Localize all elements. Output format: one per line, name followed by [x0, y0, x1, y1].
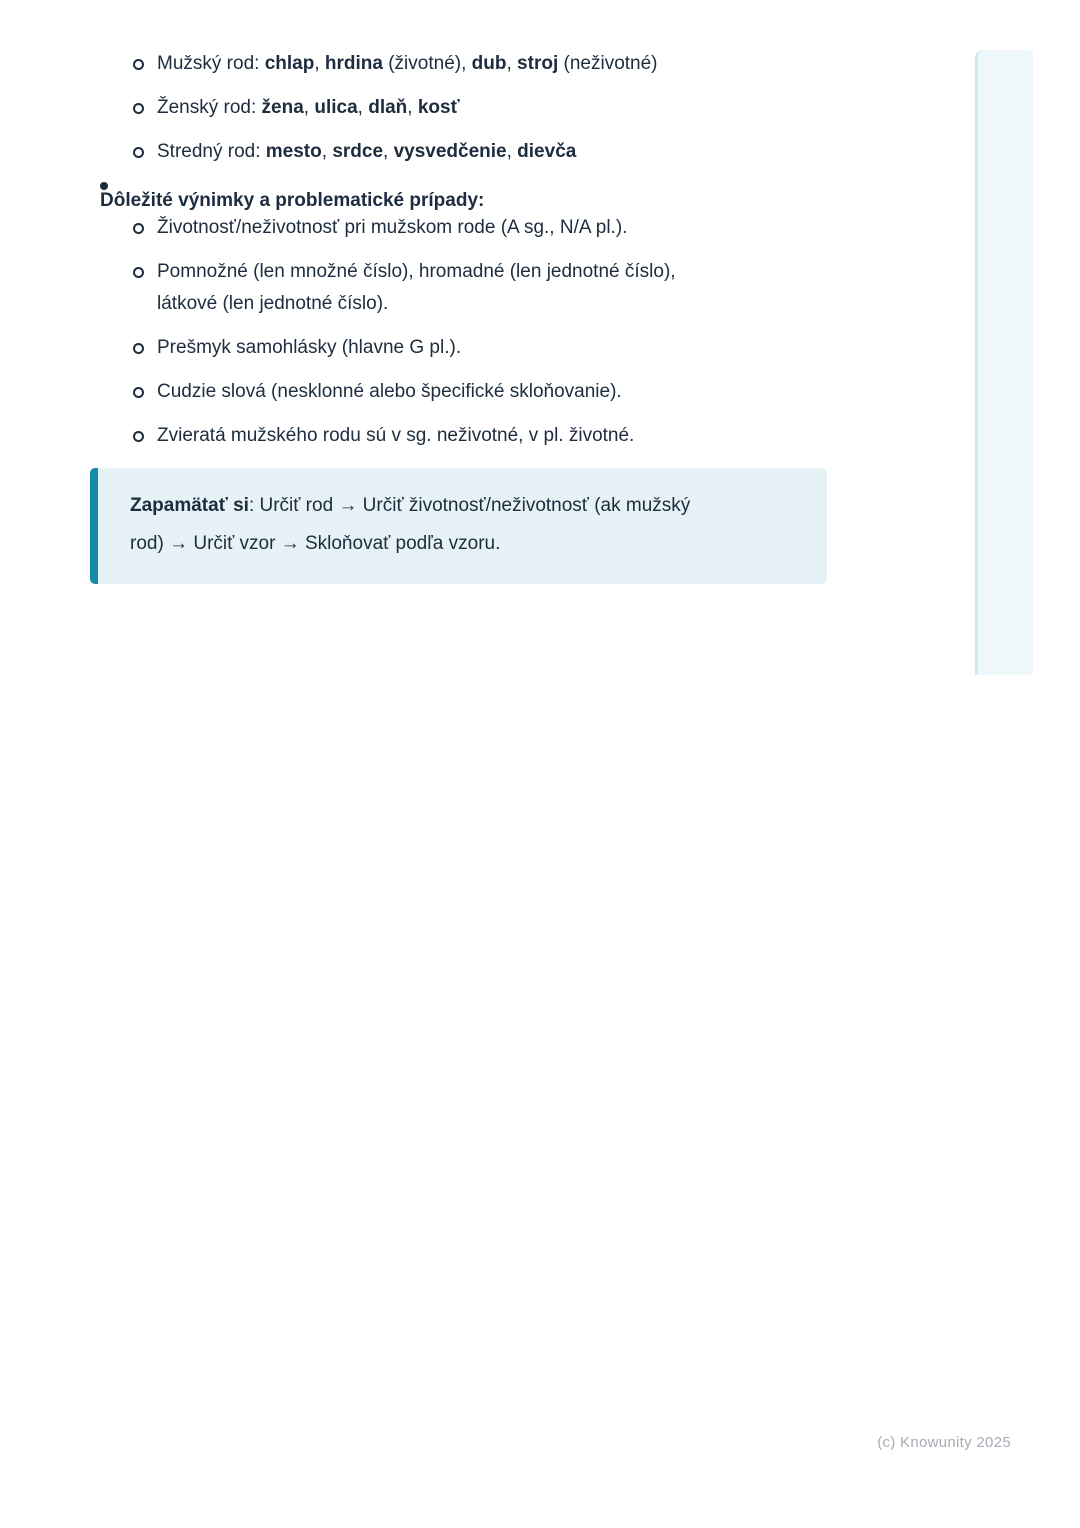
list-item-cudzie-slova [133, 376, 900, 408]
text-segment: vysvedčenie [393, 141, 507, 162]
text-segment: , [383, 141, 394, 162]
list-item-zensky-rod [133, 92, 900, 124]
list-item-presmyk [133, 332, 900, 364]
text-segment: mesto [265, 141, 322, 162]
disc-bullet-icon [100, 182, 900, 190]
text-segment: chlap [264, 53, 315, 74]
copyright-footer: (c) Knowunity 2025 [877, 1434, 1011, 1451]
circle-bullet-icon [133, 420, 157, 442]
text-segment: dievča [517, 141, 577, 162]
circle-bullet-icon [133, 376, 157, 398]
text-segment: Mužský rod: [157, 53, 265, 74]
text-segment: dub [471, 53, 507, 74]
circle-bullet-icon [133, 256, 157, 278]
text-segment: dlaň [368, 97, 408, 118]
list-item-pomnozne [133, 256, 900, 320]
text-segment: srdce [332, 141, 384, 162]
list-item-text: Zvieratá mužského rodu sú v sg. neživotné, v pl. životné. [157, 425, 635, 446]
list-item-text [157, 92, 460, 124]
text-segment: , [314, 53, 325, 74]
list-item-stredny-rod [133, 136, 900, 168]
callout-label: Zapamätať si [130, 495, 249, 516]
circle-bullet-icon [133, 212, 157, 234]
text-segment: (životné), [382, 53, 472, 74]
exceptions-heading: Dôležité výnimky a problematické prípady: [100, 190, 485, 211]
text-segment: (neživotné) [558, 53, 658, 74]
list-item-zvierata [133, 420, 900, 452]
text-segment: , [506, 53, 518, 74]
text-segment: , [407, 97, 418, 118]
remember-callout [90, 468, 827, 584]
text-segment: ulica [314, 97, 358, 118]
list-item-text: Prešmyk samohlásky (hlavne G pl.). [157, 337, 462, 358]
circle-bullet-icon [133, 136, 157, 158]
list-item-text [157, 256, 676, 320]
circle-bullet-icon [133, 92, 157, 114]
text-segment: , [506, 141, 518, 162]
notes-content [0, 48, 900, 584]
text-segment: Ženský rod: [157, 97, 262, 118]
text-segment: , [303, 97, 315, 118]
text-line: látkové (len jednotné číslo). [157, 293, 389, 314]
text-segment: stroj [517, 53, 559, 74]
text-line: Pomnožné (len množné číslo), hromadné (len jednotné číslo), [157, 261, 676, 282]
circle-bullet-icon [133, 332, 157, 354]
callout-text-line1: : Určiť rod → Určiť životnosť/neživotnosť (ak mužský [248, 495, 691, 516]
list-item-text [157, 48, 658, 80]
list-item-muzsky-rod [133, 48, 900, 80]
text-segment: kosť [417, 97, 460, 118]
list-item-zivotnost [133, 212, 900, 244]
text-segment: , [321, 141, 333, 162]
list-item-text: Životnosť/neživotnosť pri mužskom rode (A sg., N/A pl.). [157, 217, 628, 238]
decorative-side-strip [975, 50, 1033, 675]
exceptions-list [0, 212, 900, 452]
callout-text-line2: rod) → Určiť vzor → Skloňovať podľa vzoru. [130, 533, 501, 554]
list-item-text [157, 136, 576, 168]
circle-bullet-icon [133, 48, 157, 70]
gender-list [0, 48, 900, 168]
text-segment: , [357, 97, 369, 118]
list-item-text: Cudzie slová (nesklonné alebo špecifické skloňovanie). [157, 381, 622, 402]
text-segment: Stredný rod: [157, 141, 266, 162]
text-segment: hrdina [324, 53, 383, 74]
text-segment: žena [261, 97, 304, 118]
exceptions-heading-row [100, 182, 900, 212]
